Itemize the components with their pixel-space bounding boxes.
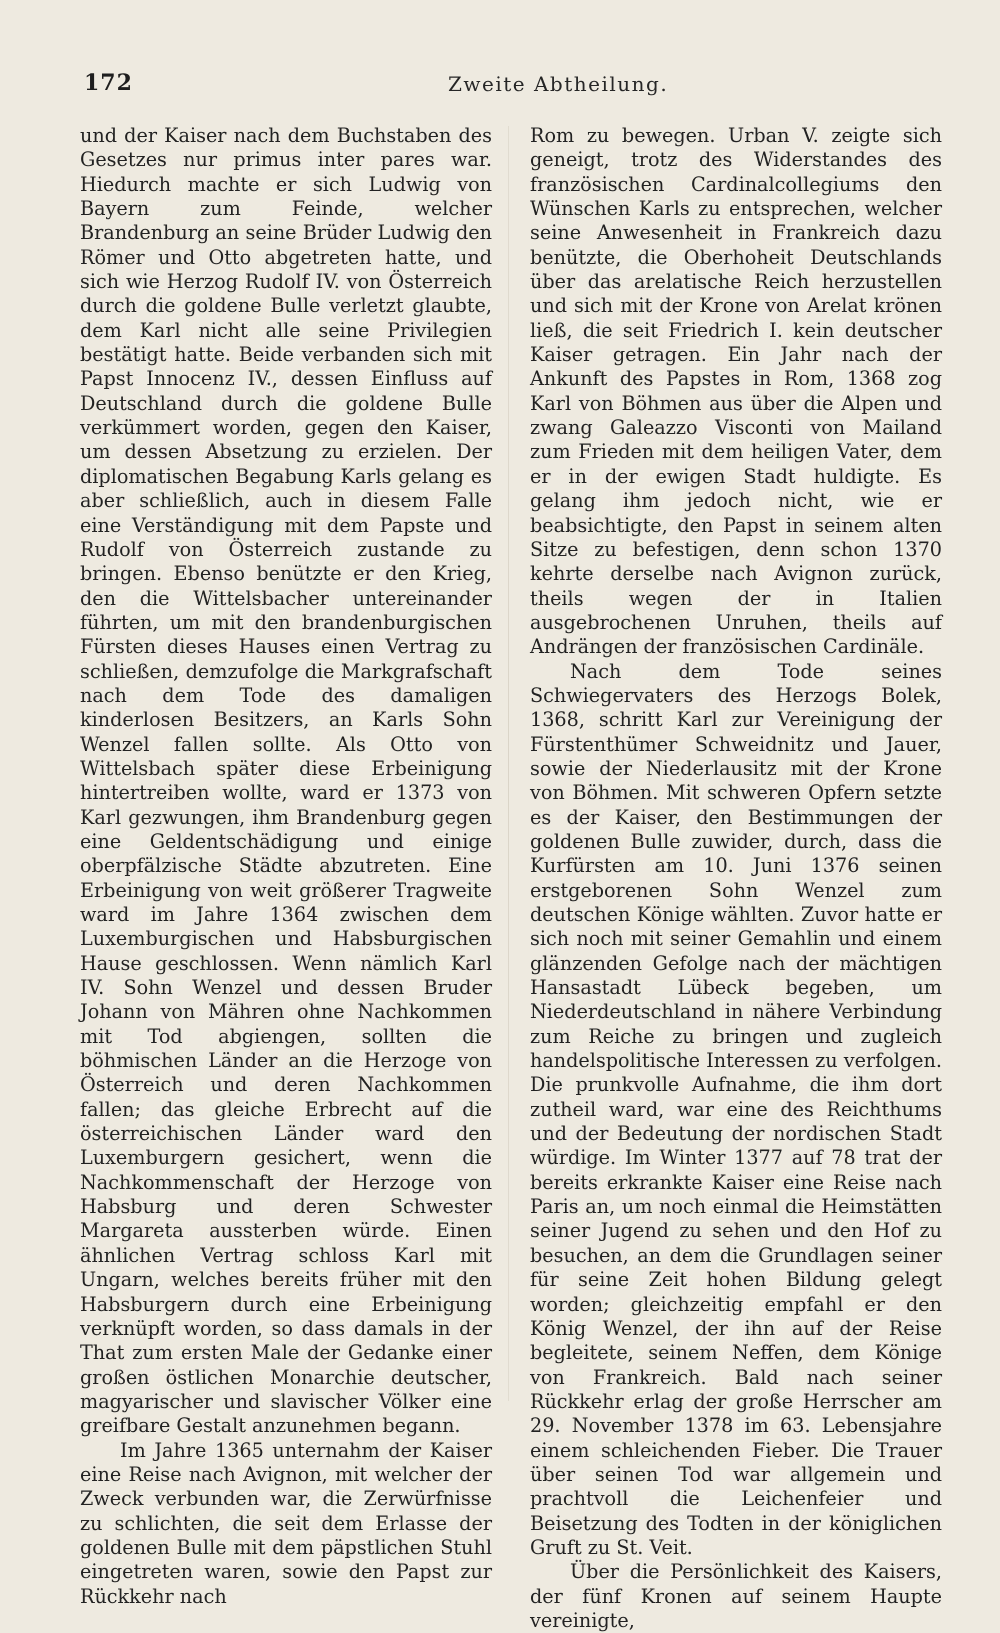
paragraph: Über die Persönlichkeit des Kaisers, der fünf Kronen auf seinem Haupte vereinigte,	[530, 1560, 942, 1632]
page-header	[80, 66, 960, 106]
paragraph: und der Kaiser nach dem Buchstaben des Gesetzes nur primus inter pares war. Hiedurch machte er sich Ludwig von Bayern zum Feinde, welcher Brandenburg an seine Brüder Ludwig den Römer und Otto abgetreten hatte, und sich wie Herzog Rudolf IV. von Österreich durch die goldene Bulle verletzt glaubte, dem Karl nicht alle seine Privilegien bestätigt hatte. Beide verbanden sich mit Papst Innocenz IV., dessen Einfluss auf Deutschland durch die goldene Bulle verkümmert worden, gegen den Kaiser, um dessen Absetzung zu erzielen. Der diplomatischen Begabung Karls gelang es aber schließlich, auch in diesem Falle eine Verständigung mit dem Papste und Rudolf von Österreich zustande zu bringen. Ebenso benützte er den Krieg, den die Wittelsbacher untereinander führten, um mit den brandenburgischen Fürsten dieses Hauses einen Vertrag zu schließen, demzufolge die Markgrafschaft nach dem Tode des damaligen kinderlosen Besitzers, an Karls Sohn Wenzel fallen sollte. Als Otto von Wittelsbach später diese Erbeinigung hintertreiben wollte, ward er 1373 von Karl gezwungen, ihm Brandenburg gegen eine Geldentschädigung und einige oberpfälzische Städte abzutreten. Eine Erbeinigung von weit größerer Tragweite ward im Jahre 1364 zwischen dem Luxemburgischen und Habsburgischen Hause geschlossen. Wenn nämlich Karl IV. Sohn Wenzel und dessen Bruder Johann von Mähren ohne Nachkommen mit Tod abgiengen, sollten die böhmischen Länder an die Herzoge von Österreich und deren Nachkommen fallen; das gleiche Erbrecht auf die österreichischen Länder ward den Luxemburgern gesichert, wenn die Nachkommenschaft der Herzoge von Habsburg und deren Schwester Margareta aussterben würde. Einen ähnlichen Vertrag schloss Karl mit Ungarn, welches bereits früher mit den Habsburgern durch eine Erbeinigung verknüpft worden, so dass damals in der That zum ersten Male der Gedanke einer großen östlichen Monarchie deutscher, magyarischer und slavischer Völker eine greifbare Gestalt anzunehmen begann.	[80, 124, 492, 1438]
column-divider	[508, 126, 509, 1401]
paragraph: Im Jahre 1365 unternahm der Kaiser eine Reise nach Avignon, mit welcher der Zweck verbunden war, die Zerwürfnisse zu schlichten, die seit dem Erlasse der goldenen Bulle mit dem päpstlichen Stuhl eingetreten waren, sowie den Papst zur Rückkehr nach	[80, 1438, 492, 1608]
running-head: Zweite Abtheilung.	[448, 72, 669, 96]
paragraph: Rom zu bewegen. Urban V. zeigte sich geneigt, trotz des Widerstandes des französischen Cardinalcollegiums den Wünschen Karls zu entsprechen, welcher seine Anwesenheit in Frankreich dazu benützte, die Oberhoheit Deutschlands über das arelatische Reich herzustellen und sich mit der Krone von Arelat krönen ließ, die seit Friedrich I. kein deutscher Kaiser getragen. Ein Jahr nach der Ankunft des Papstes in Rom, 1368 zog Karl von Böhmen aus über die Alpen und zwang Galeazzo Visconti von Mailand zum Frieden mit dem heiligen Vater, dem er in der ewigen Stadt huldigte. Es gelang ihm jedoch nicht, wie er beabsichtigte, den Papst in seinem alten Sitze zu befestigen, denn schon 1370 kehrte derselbe nach Avignon zurück, theils wegen der in Italien ausgebrochenen Unruhen, theils auf Andrängen der französischen Cardinäle.	[530, 124, 942, 659]
page-number: 172	[84, 70, 133, 96]
right-column	[530, 124, 942, 1633]
paragraph: Nach dem Tode seines Schwiegervaters des Herzogs Bolek, 1368, schritt Karl zur Vereinigung der Fürstenthümer Schweidnitz und Jauer, sowie der Niederlausitz mit der Krone von Böhmen. Mit schweren Opfern setzte es der Kaiser, den Bestimmungen der goldenen Bulle zuwider, durch, dass die Kurfürsten am 10. Juni 1376 seinen erstgeborenen Sohn Wenzel zum deutschen Könige wählten. Zuvor hatte er sich noch mit seiner Gemahlin und einem glänzenden Gefolge nach der mächtigen Hansastadt Lübeck begeben, um Niederdeutschland in nähere Verbindung zum Reiche zu bringen und zugleich handelspolitische Interessen zu verfolgen. Die prunkvolle Aufnahme, die ihm dort zutheil ward, war eine des Reichthums und der Bedeutung der nordischen Stadt würdige. Im Winter 1377 auf 78 trat der bereits erkrankte Kaiser eine Reise nach Paris an, um noch einmal die Heimstätten seiner Jugend zu sehen und den Hof zu besuchen, an dem die Grundlagen seiner für seine Zeit hohen Bildung gelegt worden; gleichzeitig empfahl er den König Wenzel, der ihn auf der Reise begleitete, seinem Neffen, dem Könige von Frankreich. Bald nach seiner Rückkehr erlag der große Herrscher am 29. November 1378 im 63. Lebensjahre einem schleichenden Fieber. Die Trauer über seinen Tod war allgemein und prachtvoll die Leichenfeier und Beisetzung des Todten in der königlichen Gruft zu St. Veit.	[530, 659, 942, 1559]
left-column	[80, 124, 492, 1609]
